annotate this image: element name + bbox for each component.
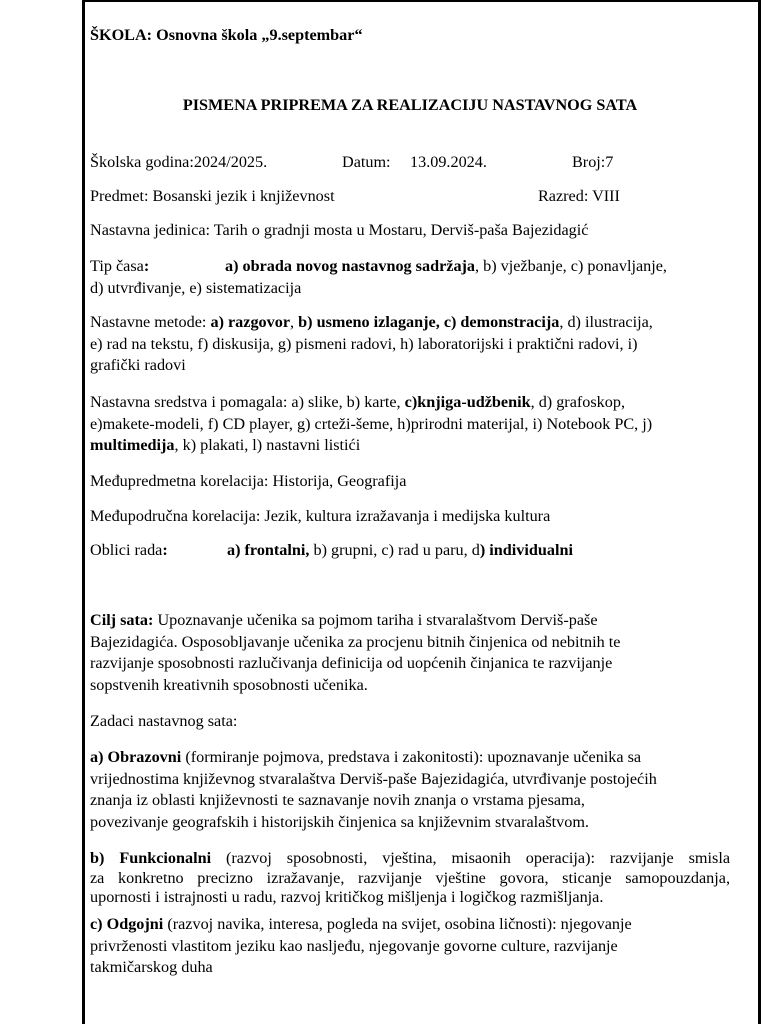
area-correlation: Međupodručna korelacija: Jezik, kultura izražavanja i medijska kultura bbox=[90, 507, 551, 525]
meta-line-2 bbox=[90, 186, 730, 208]
teaching-aids: Nastavna sredstva i pomagala: a) slike, b) karte, c)knjiga-udžbenik, d) grafoskop, e)makete-modeli, f) CD player, g) crteži-šeme, h)prirodni materijal, i) Notebook PC, j) multimedija, k) plakati, l) nastavni listići bbox=[90, 393, 653, 454]
grade: Razred: VIII bbox=[538, 187, 620, 205]
date-label: Datum: bbox=[342, 153, 391, 171]
meta-line-1 bbox=[90, 152, 730, 174]
task-upbringing: c) Odgojni (razvoj navika, interesa, pogleda na svijet, osobina ličnosti): njegovanje privrženosti vlastitom jeziku kao nasljeđu, njegovanje govorne culture, razvijanje takmičarskog duha bbox=[90, 915, 632, 976]
school-label: ŠKOLA: bbox=[90, 26, 153, 44]
school-line bbox=[90, 25, 730, 47]
school-name: Osnovna škola „9.septembar“ bbox=[156, 26, 363, 44]
tasks-heading: Zadaci nastavnog sata: bbox=[90, 712, 238, 730]
lesson-type-values: a) obrada novog nastavnog sadržaja, b) vježbanje, c) ponavljanje, bbox=[225, 257, 667, 275]
task-educational: a) Obrazovni (formiranje pojmova, predstava i zakonitosti): upoznavanje učenika sa vrijednostima književnog stvaralaštva Derviš-paše Bajezidagića, utvrđivanje postojećih znanja iz oblasti književnosti te saznavanje novih znanja o vrstama pjesama, povezivanje geografskih i historijskih činjenica sa književnim stvaralaštvom. bbox=[90, 748, 657, 831]
lesson-type: Tip časa: a) obrada novog nastavnog sadržaja, b) vježbanje, c) ponavljanje, d) utvrđivanje, e) sistematizacija bbox=[90, 257, 667, 297]
task-functional: b) Funkcionalni (razvoj sposobnosti, vještina, misaonih operacija): razvijanje smisla za konkretno precizno izražavanje, razvijanje vještine govora, sticanje samopouzdanja, upornosti i istrajnosti u radu, razvoj kritičkog mišljenja i logičkog razmišljanja. bbox=[90, 849, 730, 906]
lesson-goal: Cilj sata: Upoznavanje učenika sa pojmom tariha i stvaralaštvom Derviš-paše Bajezidagića. Osposobljavanje učenika za procjenu bitnih činjenica od nebitnih te razvijanje sposobnosti razlučivanja definicija od uopćenih činjanica te razvijanje sopstvenih kreativnih sposobnosti učenika. bbox=[90, 611, 621, 694]
date-value: 13.09.2024. bbox=[410, 153, 487, 171]
lesson-goal-label: Cilj sata: bbox=[90, 611, 154, 629]
subject-correlation: Međupredmetna korelacija: Historija, Geografija bbox=[90, 472, 407, 490]
lesson-unit: Nastavna jedinica: Tarih o gradnji mosta u Mostaru, Derviš-paša Bajezidagić bbox=[90, 221, 589, 239]
lesson-type-label: Tip časa bbox=[90, 257, 144, 275]
school-year: Školska godina:2024/2025. bbox=[90, 153, 268, 171]
subject: Predmet: Bosanski jezik i književnost bbox=[90, 187, 335, 205]
page-title: PISMENA PRIPREMA ZA REALIZACIJU NASTAVNOG SATA bbox=[182, 96, 638, 114]
number: Broj:7 bbox=[572, 153, 614, 171]
teaching-methods: Nastavne metode: a) razgovor, b) usmeno izlaganje, c) demonstracija, d) ilustracija, e) rad na tekstu, f) diskusija, g) pismeni radovi, h) laboratorijski i praktični radovi, i) grafički radovi bbox=[90, 313, 653, 374]
work-forms: Oblici rada: a) frontalni, b) grupni, c) rad u paru, d) individualni bbox=[90, 541, 573, 559]
